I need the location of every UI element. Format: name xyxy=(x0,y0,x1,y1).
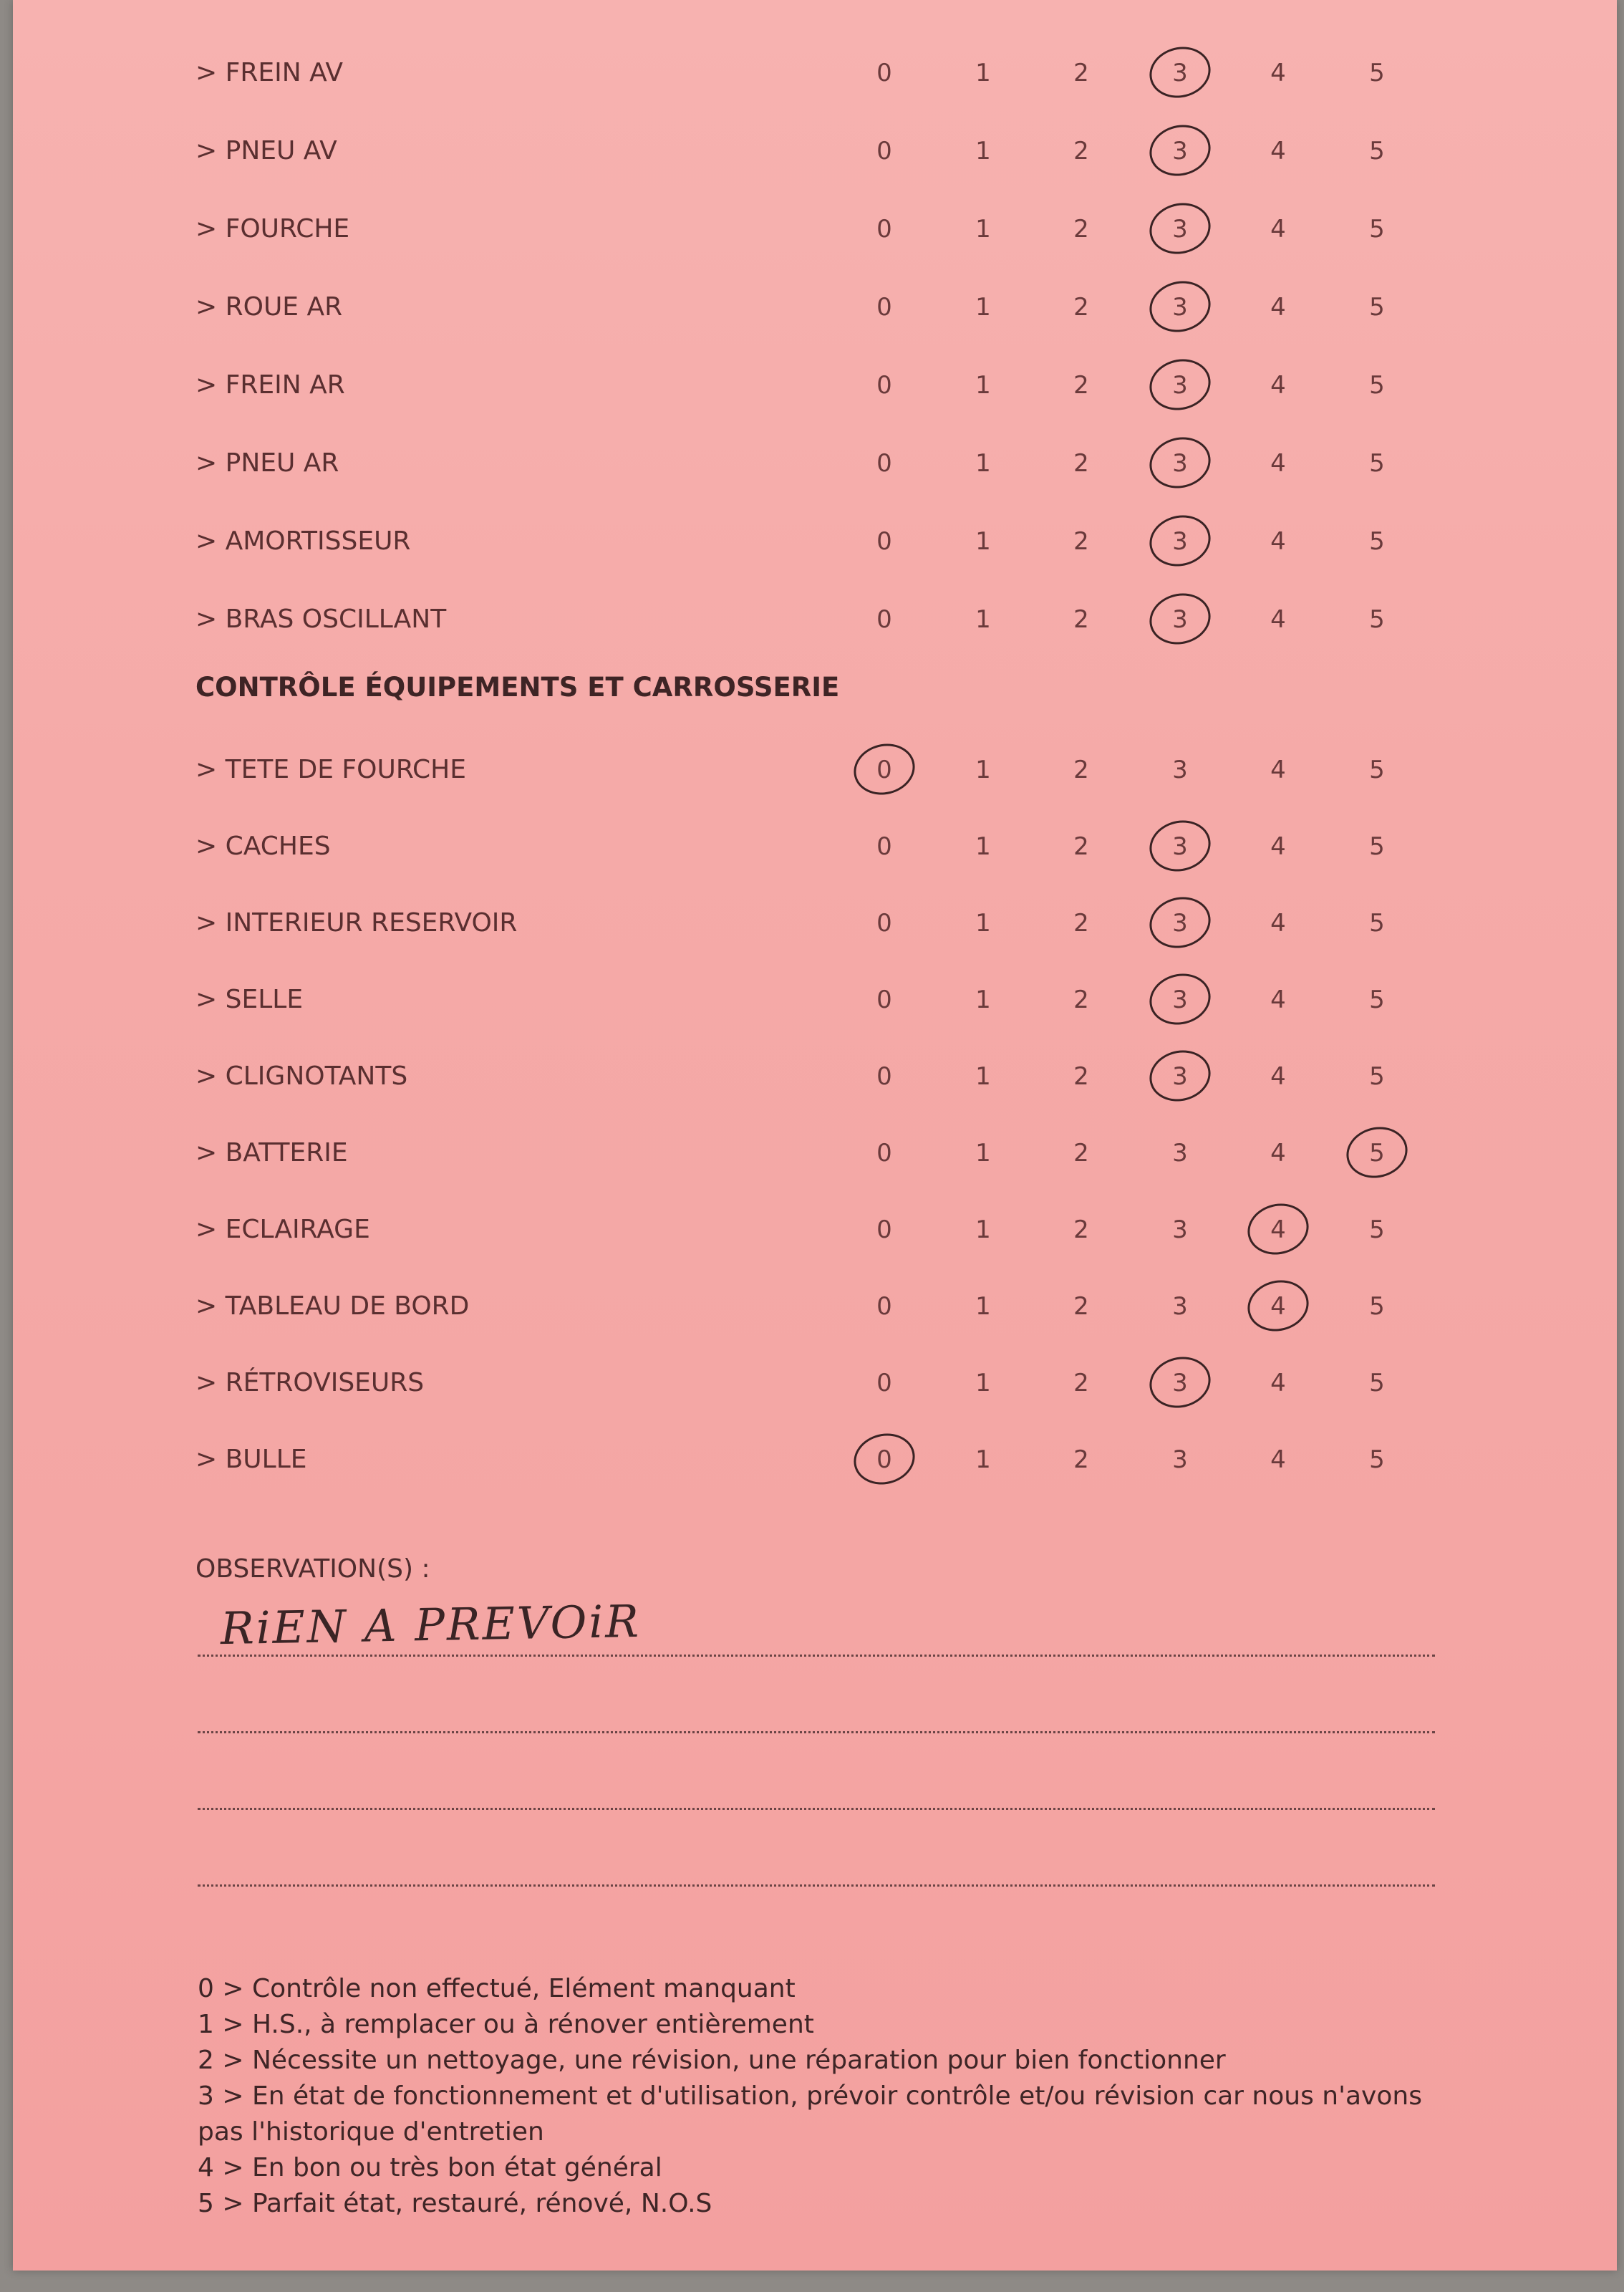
score-option-0[interactable]: 0 xyxy=(876,832,892,861)
item-label: > TABLEAU DE BORD xyxy=(195,1291,470,1321)
score-option-3[interactable]: 3 xyxy=(1159,442,1202,485)
score-option-1[interactable]: 1 xyxy=(975,137,991,165)
score-option-0[interactable]: 0 xyxy=(863,1438,906,1481)
score-option-5[interactable]: 5 xyxy=(1369,1062,1385,1091)
score-option-5[interactable]: 5 xyxy=(1369,986,1385,1014)
score-option-3[interactable]: 3 xyxy=(1159,1362,1202,1405)
score-option-1[interactable]: 1 xyxy=(975,371,991,400)
score-option-3[interactable]: 3 xyxy=(1172,1445,1188,1474)
item-label: > INTERIEUR RESERVOIR xyxy=(195,908,518,938)
score-option-1[interactable]: 1 xyxy=(975,756,991,784)
selected-circle-mark xyxy=(1144,1044,1216,1108)
score-option-1[interactable]: 1 xyxy=(975,215,991,244)
score-option-5[interactable]: 5 xyxy=(1369,1445,1385,1474)
checklist-row xyxy=(13,902,1617,945)
score-option-0[interactable]: 0 xyxy=(876,215,892,244)
score-option-3[interactable]: 3 xyxy=(1159,1055,1202,1098)
checklist-row xyxy=(13,1055,1617,1098)
item-label: > PNEU AV xyxy=(195,136,337,165)
score-option-4[interactable]: 4 xyxy=(1270,909,1286,938)
selected-circle-mark xyxy=(1144,275,1216,339)
score-option-1[interactable]: 1 xyxy=(975,1292,991,1321)
checklist-row xyxy=(13,1208,1617,1251)
score-option-3[interactable]: 3 xyxy=(1159,52,1202,95)
score-option-3[interactable]: 3 xyxy=(1159,978,1202,1021)
checklist-row xyxy=(13,978,1617,1021)
score-option-2[interactable]: 2 xyxy=(1073,1062,1089,1091)
selected-circle-mark xyxy=(1144,197,1216,261)
score-option-4[interactable]: 4 xyxy=(1270,986,1286,1014)
score-option-2[interactable]: 2 xyxy=(1073,832,1089,861)
score-option-4[interactable]: 4 xyxy=(1270,1062,1286,1091)
observations-handwriting: RiEN A PREVOiR xyxy=(220,1594,642,1655)
checklist-row xyxy=(13,130,1617,173)
checklist-row xyxy=(13,598,1617,641)
checklist-row xyxy=(13,748,1617,791)
item-label: > FOURCHE xyxy=(195,214,350,244)
legend-item: 2 > Nécessite un nettoyage, une révision, une réparation pour bien fonctionner xyxy=(198,2046,1226,2075)
score-option-0[interactable]: 0 xyxy=(876,449,892,478)
score-option-4[interactable]: 4 xyxy=(1257,1285,1300,1328)
score-option-1[interactable]: 1 xyxy=(975,449,991,478)
selected-circle-mark xyxy=(849,1427,920,1491)
observation-line xyxy=(198,1884,1435,1887)
score-option-1[interactable]: 1 xyxy=(975,293,991,322)
score-option-3[interactable]: 3 xyxy=(1159,286,1202,329)
score-option-5[interactable]: 5 xyxy=(1369,756,1385,784)
score-option-4[interactable]: 4 xyxy=(1270,215,1286,244)
score-option-0[interactable]: 0 xyxy=(876,605,892,634)
score-option-1[interactable]: 1 xyxy=(975,59,991,87)
score-option-0[interactable]: 0 xyxy=(876,137,892,165)
score-option-4[interactable]: 4 xyxy=(1270,449,1286,478)
score-option-5[interactable]: 5 xyxy=(1369,59,1385,87)
selected-circle-mark xyxy=(1144,431,1216,495)
score-option-0[interactable]: 0 xyxy=(876,1369,892,1397)
score-option-0[interactable]: 0 xyxy=(876,371,892,400)
checklist-row xyxy=(13,364,1617,407)
item-label: > FREIN AV xyxy=(195,58,344,87)
score-option-0[interactable]: 0 xyxy=(876,986,892,1014)
selected-circle-mark xyxy=(1144,119,1216,183)
score-option-5[interactable]: 5 xyxy=(1369,371,1385,400)
score-option-4[interactable]: 4 xyxy=(1270,1445,1286,1474)
score-option-2[interactable]: 2 xyxy=(1073,449,1089,478)
item-label: > RÉTROVISEURS xyxy=(195,1368,425,1397)
score-option-5[interactable]: 5 xyxy=(1369,527,1385,556)
item-label: > BATTERIE xyxy=(195,1138,348,1167)
score-option-1[interactable]: 1 xyxy=(975,605,991,634)
checklist-row xyxy=(13,1438,1617,1481)
score-option-0[interactable]: 0 xyxy=(876,1292,892,1321)
score-option-5[interactable]: 5 xyxy=(1369,1369,1385,1397)
score-option-1[interactable]: 1 xyxy=(975,527,991,556)
score-option-3[interactable]: 3 xyxy=(1159,130,1202,173)
checklist-row xyxy=(13,1285,1617,1328)
score-option-4[interactable]: 4 xyxy=(1257,1208,1300,1251)
section-heading: CONTRÔLE ÉQUIPEMENTS ET CARROSSERIE xyxy=(195,672,840,703)
selected-circle-mark xyxy=(1144,353,1216,417)
score-option-3[interactable]: 3 xyxy=(1159,598,1202,641)
score-option-1[interactable]: 1 xyxy=(975,986,991,1014)
item-label: > BULLE xyxy=(195,1445,307,1474)
item-label: > CACHES xyxy=(195,832,331,861)
selected-circle-mark xyxy=(1144,891,1216,955)
checklist-row xyxy=(13,286,1617,329)
score-option-2[interactable]: 2 xyxy=(1073,371,1089,400)
checklist-row xyxy=(13,825,1617,868)
score-option-5[interactable]: 5 xyxy=(1369,449,1385,478)
score-option-3[interactable]: 3 xyxy=(1172,1292,1188,1321)
score-option-3[interactable]: 3 xyxy=(1159,902,1202,945)
selected-circle-mark xyxy=(1341,1121,1413,1185)
legend-item: 4 > En bon ou très bon état général xyxy=(198,2153,662,2182)
score-option-0[interactable]: 0 xyxy=(876,1139,892,1167)
score-option-2[interactable]: 2 xyxy=(1073,137,1089,165)
score-option-5[interactable]: 5 xyxy=(1369,832,1385,861)
item-label: > PNEU AR xyxy=(195,448,339,478)
score-option-4[interactable]: 4 xyxy=(1270,137,1286,165)
score-option-1[interactable]: 1 xyxy=(975,1062,991,1091)
score-option-2[interactable]: 2 xyxy=(1073,1292,1089,1321)
legend-item: 3 > En état de fonctionnement et d'utilisation, prévoir contrôle et/ou révision car nous n'avons pas l'historique d'entretien xyxy=(198,2081,1422,2147)
selected-circle-mark xyxy=(1144,814,1216,878)
score-option-1[interactable]: 1 xyxy=(975,1369,991,1397)
score-option-0[interactable]: 0 xyxy=(876,293,892,322)
item-label: > TETE DE FOURCHE xyxy=(195,755,466,784)
checklist-row xyxy=(13,1132,1617,1175)
checklist-row xyxy=(13,520,1617,563)
score-option-1[interactable]: 1 xyxy=(975,1139,991,1167)
item-label: > CLIGNOTANTS xyxy=(195,1061,408,1091)
checklist-row xyxy=(13,1362,1617,1405)
score-option-3[interactable]: 3 xyxy=(1159,825,1202,868)
score-option-4[interactable]: 4 xyxy=(1270,1139,1286,1167)
item-label: > FREIN AR xyxy=(195,370,345,400)
score-option-0[interactable]: 0 xyxy=(876,527,892,556)
score-option-3[interactable]: 3 xyxy=(1159,520,1202,563)
score-option-2[interactable]: 2 xyxy=(1073,756,1089,784)
score-option-2[interactable]: 2 xyxy=(1073,1139,1089,1167)
score-option-0[interactable]: 0 xyxy=(876,59,892,87)
selected-circle-mark xyxy=(849,738,920,801)
score-option-1[interactable]: 1 xyxy=(975,1445,991,1474)
score-option-3[interactable]: 3 xyxy=(1172,1139,1188,1167)
score-option-2[interactable]: 2 xyxy=(1073,293,1089,322)
observation-line xyxy=(198,1808,1435,1810)
score-option-2[interactable]: 2 xyxy=(1073,59,1089,87)
score-option-3[interactable]: 3 xyxy=(1159,208,1202,251)
legend-item: 1 > H.S., à remplacer ou à rénover entièrement xyxy=(198,2010,814,2039)
checklist-row xyxy=(13,52,1617,95)
item-label: > BRAS OSCILLANT xyxy=(195,605,447,634)
selected-circle-mark xyxy=(1144,1351,1216,1415)
score-option-4[interactable]: 4 xyxy=(1270,832,1286,861)
score-option-2[interactable]: 2 xyxy=(1073,1215,1089,1244)
selected-circle-mark xyxy=(1144,509,1216,573)
score-option-2[interactable]: 2 xyxy=(1073,1369,1089,1397)
score-option-5[interactable]: 5 xyxy=(1369,293,1385,322)
score-option-5[interactable]: 5 xyxy=(1369,1292,1385,1321)
score-option-5[interactable]: 5 xyxy=(1369,215,1385,244)
selected-circle-mark xyxy=(1144,587,1216,651)
score-option-3[interactable]: 3 xyxy=(1172,756,1188,784)
score-option-5[interactable]: 5 xyxy=(1369,605,1385,634)
score-option-4[interactable]: 4 xyxy=(1270,1369,1286,1397)
score-option-0[interactable]: 0 xyxy=(876,1215,892,1244)
score-option-2[interactable]: 2 xyxy=(1073,527,1089,556)
score-option-5[interactable]: 5 xyxy=(1369,909,1385,938)
item-label: > SELLE xyxy=(195,985,304,1014)
score-option-2[interactable]: 2 xyxy=(1073,1445,1089,1474)
selected-circle-mark xyxy=(1144,968,1216,1031)
score-option-4[interactable]: 4 xyxy=(1270,527,1286,556)
score-option-0[interactable]: 0 xyxy=(863,748,906,791)
checklist-row xyxy=(13,208,1617,251)
selected-circle-mark xyxy=(1242,1198,1314,1261)
score-option-4[interactable]: 4 xyxy=(1270,293,1286,322)
score-option-4[interactable]: 4 xyxy=(1270,59,1286,87)
score-option-4[interactable]: 4 xyxy=(1270,371,1286,400)
selected-circle-mark xyxy=(1242,1274,1314,1338)
score-option-2[interactable]: 2 xyxy=(1073,605,1089,634)
observation-line xyxy=(198,1731,1435,1733)
item-label: > ECLAIRAGE xyxy=(195,1215,370,1244)
score-option-3[interactable]: 3 xyxy=(1159,364,1202,407)
checklist-row xyxy=(13,442,1617,485)
score-option-4[interactable]: 4 xyxy=(1270,756,1286,784)
score-option-2[interactable]: 2 xyxy=(1073,909,1089,938)
score-option-4[interactable]: 4 xyxy=(1270,605,1286,634)
observation-line xyxy=(198,1655,1435,1657)
score-option-5[interactable]: 5 xyxy=(1355,1132,1398,1175)
item-label: > ROUE AR xyxy=(195,292,343,322)
score-option-1[interactable]: 1 xyxy=(975,832,991,861)
score-option-3[interactable]: 3 xyxy=(1172,1215,1188,1244)
rating-legend xyxy=(198,1971,1458,2222)
legend-item: 0 > Contrôle non effectué, Elément manquant xyxy=(198,1974,796,2003)
score-option-0[interactable]: 0 xyxy=(876,909,892,938)
score-option-5[interactable]: 5 xyxy=(1369,1215,1385,1244)
score-option-2[interactable]: 2 xyxy=(1073,986,1089,1014)
score-option-2[interactable]: 2 xyxy=(1073,215,1089,244)
legend-item: 5 > Parfait état, restauré, rénové, N.O.S xyxy=(198,2189,712,2218)
score-option-0[interactable]: 0 xyxy=(876,1062,892,1091)
selected-circle-mark xyxy=(1144,41,1216,105)
item-label: > AMORTISSEUR xyxy=(195,526,411,556)
inspection-sheet xyxy=(13,0,1617,2271)
score-option-5[interactable]: 5 xyxy=(1369,137,1385,165)
score-option-1[interactable]: 1 xyxy=(975,1215,991,1244)
score-option-1[interactable]: 1 xyxy=(975,909,991,938)
observations-label: OBSERVATION(S) : xyxy=(195,1554,430,1584)
